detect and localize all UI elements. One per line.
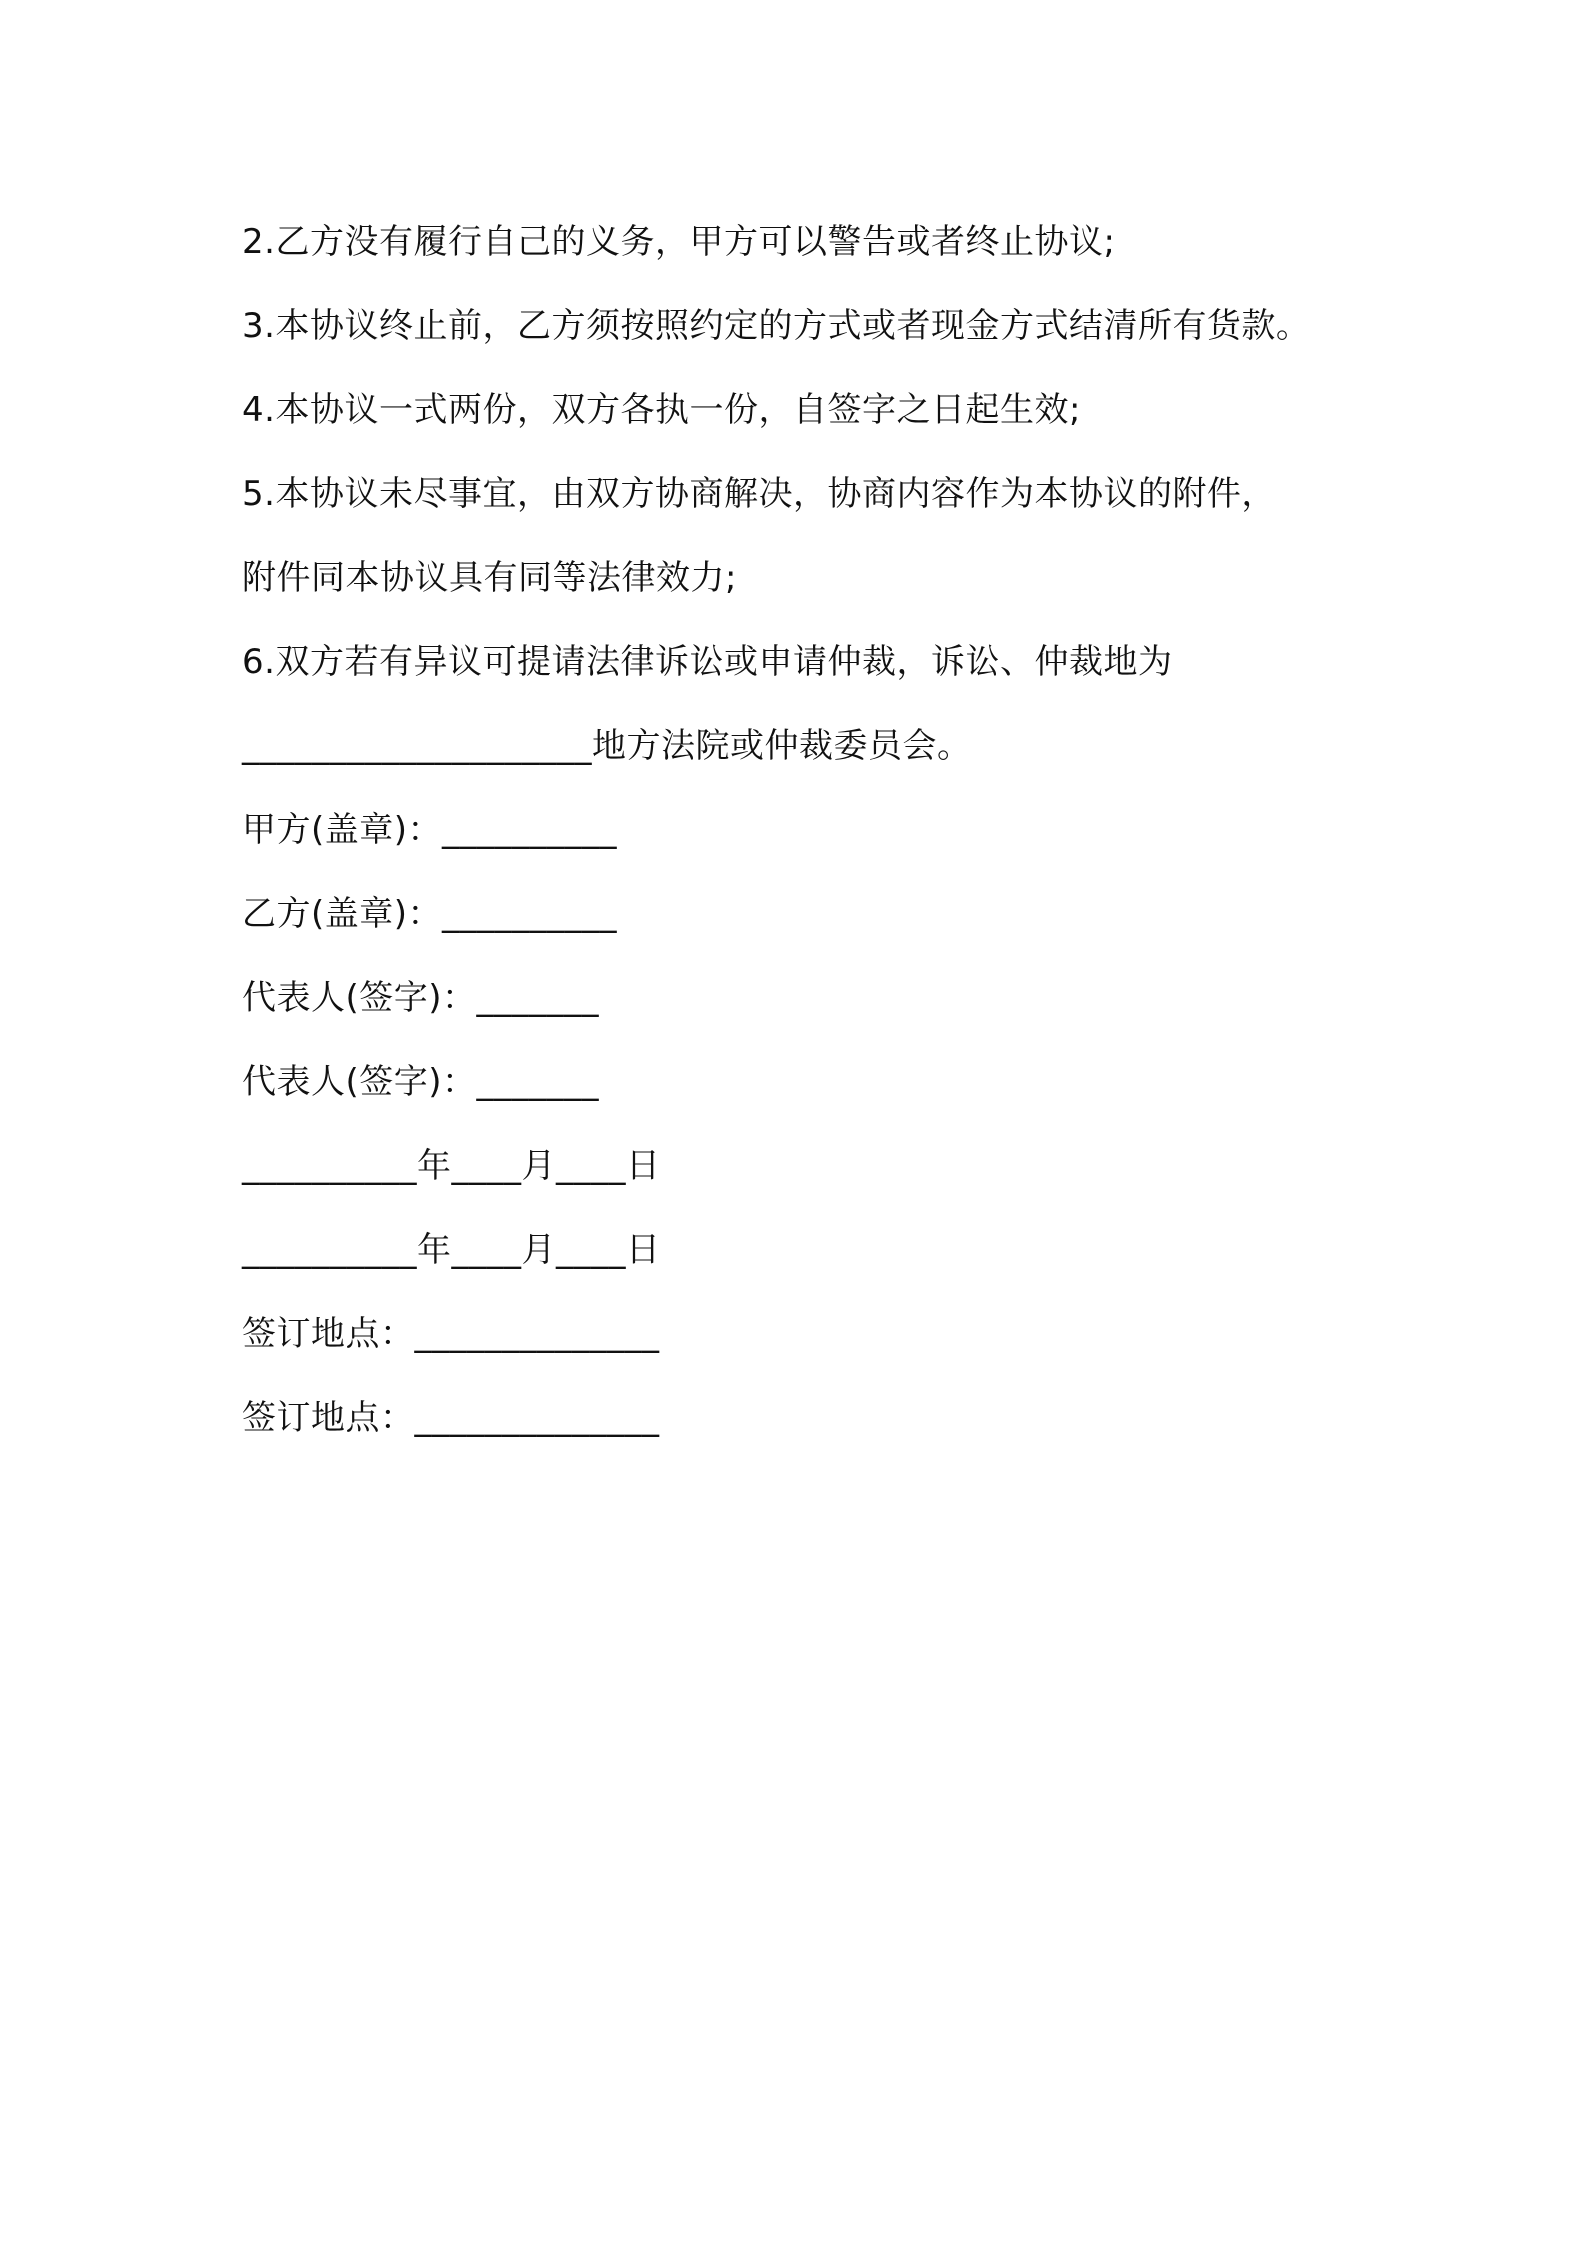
clause-3: 3.本协议终止前，乙方须按照约定的方式或者现金方式结清所有货款。 <box>242 306 1311 346</box>
date-a-line: __________年____月____日 <box>242 1146 661 1186</box>
clause-5-continued: 附件同本协议具有同等法律效力; <box>242 558 737 598</box>
clause-5: 5.本协议未尽事宜，由双方协商解决，协商内容作为本协议的附件， <box>242 474 1276 514</box>
clause-4: 4.本协议一式两份，双方各执一份，自签字之日起生效; <box>242 390 1081 430</box>
clause-6: 6.双方若有异议可提请法律诉讼或申请仲裁，诉讼、仲裁地为 <box>242 642 1173 682</box>
party-a-seal-line: 甲方(盖章)：__________ <box>242 810 618 850</box>
signing-place-b-line: 签订地点：______________ <box>242 1398 660 1438</box>
representative-a-line: 代表人(签字)：_______ <box>242 978 600 1018</box>
party-b-seal-line: 乙方(盖章)：__________ <box>242 894 618 934</box>
representative-b-line: 代表人(签字)：_______ <box>242 1062 600 1102</box>
clause-6-continued: ____________________地方法院或仲裁委员会。 <box>242 726 972 766</box>
signing-place-a-line: 签订地点：______________ <box>242 1314 660 1354</box>
document-body <box>242 200 1442 1460</box>
date-b-line: __________年____月____日 <box>242 1230 661 1270</box>
clause-2: 2.乙方没有履行自己的义务，甲方可以警告或者终止协议; <box>242 222 1116 262</box>
